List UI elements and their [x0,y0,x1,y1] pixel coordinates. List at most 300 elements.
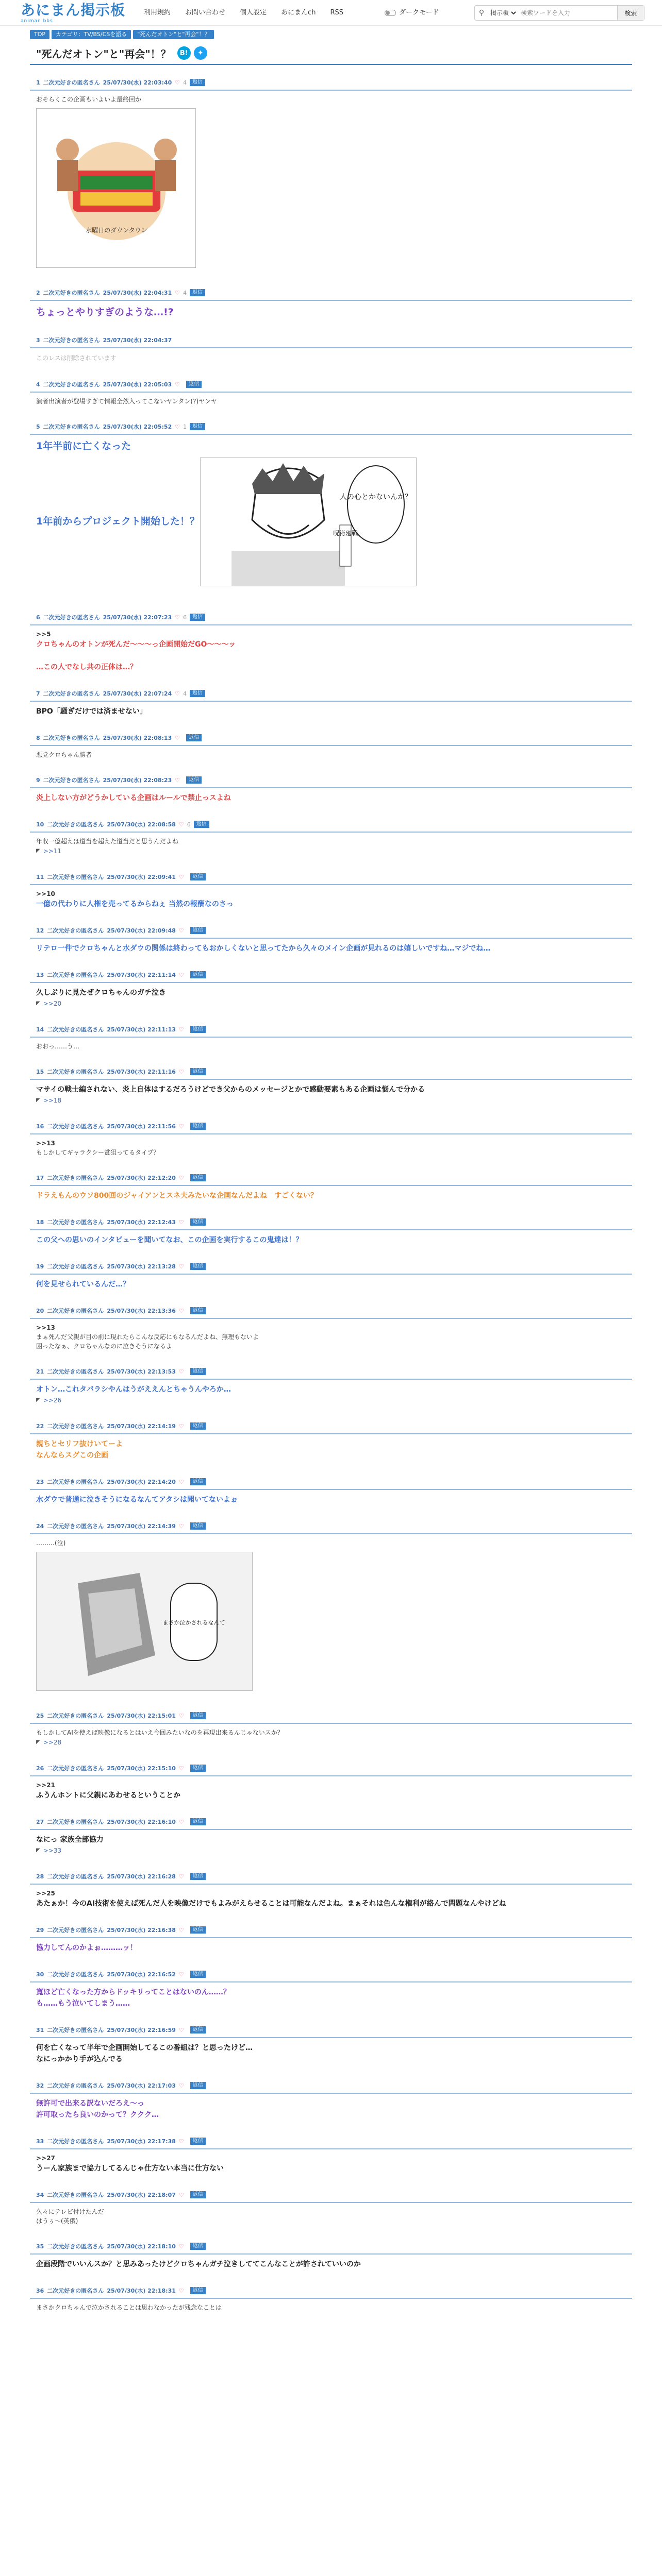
post-author: 二次元好きの匿名さん [47,1873,104,1880]
post-number[interactable]: 5 [36,423,40,430]
post-body: 企画段階でいいんスか？と思みあったけどクロちゃんガチ泣きしててこんなことが許されていいのか [36,2260,361,2268]
post-body: 演者出演者が登場すぎて情報全然入ってこないヤンタン(?)ヤンヤ [36,398,218,405]
post-author: 二次元好きの匿名さん [43,777,100,784]
post-number[interactable]: 27 [36,1818,44,1825]
post-header [36,2023,632,2037]
post-body: ふうんホントに父親にあわせるということか [36,1791,180,1800]
post-header [36,1419,632,1433]
post-divider [30,2202,632,2203]
post-item [30,333,632,377]
post-header [36,2283,632,2298]
post-date: 25/07/30(水) 22:07:23 [103,614,172,621]
reply-button[interactable]: 返信 [186,734,202,741]
post-author: 二次元好きの匿名さん [43,423,100,430]
reply-ref-text[interactable]: >>26 [43,1397,62,1404]
breadcrumb-category[interactable]: カテゴリ：TV/BS/CSを語る [52,30,131,39]
reply-button[interactable]: 返信 [190,1422,206,1430]
post-number[interactable]: 16 [36,1123,44,1130]
post-number[interactable]: 19 [36,1263,44,1270]
post-body: もしかしてギャラクシー賞狙ってるタイプ？ [36,1149,160,1156]
post-item [30,1923,632,1967]
reply-button[interactable]: 返信 [190,1765,206,1772]
post-divider [30,982,632,983]
reply-button[interactable]: 返信 [190,79,205,86]
reply-button[interactable]: 返信 [186,381,202,388]
heart-icon[interactable]: ♡ [178,2243,184,2250]
reply-button[interactable]: 返信 [190,1263,206,1270]
post-item [30,1119,632,1171]
post-header [36,686,632,701]
heart-icon[interactable]: ♡ [178,2082,184,2089]
heart-icon[interactable]: ♡ [178,873,184,880]
post-item [30,2188,632,2239]
reply-arrow-icon: ◤ [36,1001,40,1006]
post-divider [30,1318,632,1319]
heart-icon[interactable]: ♡ [178,1818,184,1825]
post-author: 二次元好きの匿名さん [47,1026,104,1033]
post-item [30,2239,632,2283]
reply-ref-link[interactable] [36,1845,632,1856]
post-divider [30,90,632,91]
reply-button[interactable]: 返信 [190,1712,206,1719]
reply-button[interactable]: 返信 [190,2287,206,2294]
heart-icon[interactable]: ♡ [178,2138,184,2145]
post-author: 二次元好きの匿名さん [43,381,100,388]
post-body: ………(泣) [36,1539,66,1547]
heart-icon[interactable]: ♡ [178,2026,184,2033]
post-header [36,1064,632,1079]
post-author: 二次元好きの匿名さん [47,874,104,880]
post-divider [30,884,632,885]
reply-button[interactable]: 返信 [190,1307,206,1314]
heart-icon[interactable]: ♡ [178,1873,184,1880]
post-header [36,2188,632,2202]
post-body: この父への思いのインタビューを聞いてなお、この企画を実行するこの鬼達は！？ [36,1236,303,1244]
post-divider [30,1274,632,1275]
post-number[interactable]: 28 [36,1873,44,1880]
post-header [36,1022,632,1037]
reply-button[interactable]: 返信 [190,1926,206,1934]
heart-icon[interactable]: ♡ [178,1765,184,1772]
reply-ref-link[interactable] [36,1395,632,1405]
toggle-switch-icon[interactable] [385,10,396,16]
post-date: 25/07/30(水) 22:12:20 [107,1175,176,1181]
heart-icon[interactable]: ♡ [175,614,180,621]
heart-icon[interactable]: ♡ [178,1307,184,1314]
post-body: 久々にテレビ付けたんだ はうぅ〜(英俄) [36,2208,104,2225]
post-anchor-link[interactable]: >>10 [36,890,55,897]
post-header [36,2078,632,2093]
post-body: 悪党クロちゃん勝者 [36,751,92,758]
manga-panel-image [201,458,417,586]
post-number[interactable]: 15 [36,1068,44,1075]
post-item [30,285,632,333]
nav-animanch[interactable]: あにまんch [281,9,316,16]
post-anchor-link[interactable]: >>13 [36,1140,55,1147]
post-date: 25/07/30(水) 22:08:58 [107,821,176,828]
breadcrumb [30,30,214,39]
post-number[interactable]: 4 [36,381,40,388]
reply-button[interactable]: 返信 [190,1971,206,1978]
like-count: 6 [183,614,187,621]
post-date: 25/07/30(水) 22:09:41 [107,874,176,880]
post-number[interactable]: 33 [36,2138,44,2145]
reply-arrow-icon: ◤ [36,1848,40,1853]
post-divider [30,832,632,833]
post-item [30,1215,632,1259]
post-number[interactable]: 6 [36,614,40,621]
post-divider [30,2093,632,2094]
variety-show-logo-image [37,109,196,268]
post-number[interactable]: 14 [36,1026,44,1033]
thread-main [30,42,632,2326]
reply-ref-text[interactable]: >>11 [43,848,62,855]
post-body: 協力してんのかよぉ………ッ！ [36,1944,137,1952]
post-divider [30,1775,632,1776]
post-number[interactable]: 13 [36,971,44,978]
post-image[interactable] [36,1552,253,1691]
post-item [30,817,632,870]
dark-mode-toggle[interactable] [385,7,439,19]
post-number[interactable]: 11 [36,873,44,880]
nav-contact[interactable]: お問い合わせ [185,9,226,16]
post-author: 二次元好きの匿名さん [47,1523,104,1530]
heart-icon[interactable]: ♡ [178,1263,184,1270]
hatena-icon[interactable]: B! [177,46,191,60]
post-header [36,1967,632,1981]
post-divider [30,1533,632,1534]
reply-button[interactable]: 返信 [190,1218,206,1226]
heart-icon[interactable]: ♡ [178,1522,184,1530]
post-body: マサイの戦士編されない、炎上自体はするだろうけどでき父からのメッセージとかで感動要素もある企画は悩んで分かる [36,1086,425,1094]
post-body: 無許可で出来る訳ないだろえ〜っ 許可取ったら良いのかって？ククク… [36,2099,159,2119]
post-number[interactable]: 18 [36,1218,44,1226]
post-item [30,1419,632,1475]
heart-icon[interactable]: ♡ [178,2191,184,2198]
post-body: 水ダウで普通に泣きそうになるなんてアタシは聞いてないよぉ [36,1496,238,1504]
nav-rss[interactable]: RSS [330,9,343,16]
heart-icon[interactable]: ♡ [175,690,180,697]
breadcrumb-thread[interactable]: "死んだオトン"と"再会"！？ [133,30,214,39]
post-body: あたぁか！今のAI技術を使えば死んだ人を映像だけでもよみがえらせることは可能なんだよね。まぁそれは色んな権利が絡んで問題なんやけどね [36,1900,506,1908]
post-author: 二次元好きの匿名さん [47,1123,104,1130]
post-number[interactable]: 31 [36,2026,44,2033]
reply-ref-text[interactable]: >>18 [43,1097,62,1104]
post-number[interactable]: 9 [36,776,40,784]
heart-icon[interactable]: ♡ [175,423,180,430]
post-header [36,333,632,347]
post-divider [30,2253,632,2255]
post-date: 25/07/30(水) 22:13:28 [107,1263,176,1270]
heart-icon[interactable]: ♡ [175,381,180,388]
post-author: 二次元好きの匿名さん [47,2027,104,2033]
post-author: 二次元好きの匿名さん [47,972,104,978]
heart-icon[interactable]: ♡ [175,79,180,86]
search-input[interactable] [518,6,617,20]
heart-icon[interactable]: ♡ [178,927,184,934]
post-date: 25/07/30(水) 22:11:16 [107,1069,176,1075]
post-number[interactable]: 23 [36,1478,44,1485]
post-header [36,1259,632,1274]
post-item [30,610,632,686]
post-author: 二次元好きの匿名さん [43,337,100,344]
post-date: 25/07/30(水) 22:12:43 [107,1219,176,1226]
reply-ref-link[interactable] [36,1737,632,1748]
post-item [30,773,632,817]
post-author: 二次元好きの匿名さん [47,1713,104,1719]
post-divider [30,745,632,746]
post-list [30,75,632,2326]
post-body: おそらくこの企画もいよいよ最終回か [36,96,142,103]
post-number[interactable]: 1 [36,79,40,86]
reply-button[interactable]: 返信 [190,1068,206,1075]
heart-icon[interactable]: ♡ [178,821,184,828]
post-image[interactable] [200,457,417,586]
site-header [0,0,662,26]
post-divider [30,1379,632,1380]
post-item [30,1064,632,1119]
reply-button[interactable]: 返信 [190,873,206,880]
reply-arrow-icon: ◤ [36,1097,40,1103]
post-item [30,75,632,285]
image-caption: 水曜日のダウンタウン [86,227,147,234]
reply-ref-text[interactable]: >>33 [43,1847,62,1854]
post-body: 親ちとセリフ抜けいてーよ なんならスグこの企画 [36,1440,123,1460]
post-divider [30,1433,632,1434]
post-item [30,731,632,773]
reply-ref-text[interactable]: >>20 [43,1000,62,1007]
breadcrumb-top[interactable]: TOP [30,30,49,39]
post-author: 二次元好きの匿名さん [47,1069,104,1075]
search-scope-select[interactable] [488,6,518,20]
post-divider [30,2298,632,2299]
post-header [36,817,632,832]
heart-icon[interactable]: ♡ [178,1478,184,1485]
post-number[interactable]: 21 [36,1368,44,1375]
post-date: 25/07/30(水) 22:17:03 [107,2082,176,2089]
post-item [30,2134,632,2188]
post-divider [30,1829,632,1830]
reply-button[interactable]: 返信 [190,971,206,978]
manga-crying-image [37,1552,253,1691]
post-body-secondary: 1年前からプロジェクト開始した！？ [36,516,200,527]
heart-icon[interactable]: ♡ [178,2287,184,2294]
site-logo[interactable] [21,2,134,25]
post-item [30,1303,632,1364]
reply-button[interactable]: 返信 [190,1478,206,1485]
post-item [30,968,632,1022]
post-anchor-link[interactable]: >>27 [36,2155,55,2162]
post-header [36,285,632,300]
post-number[interactable]: 3 [36,336,40,344]
reply-button[interactable]: 返信 [190,927,206,934]
post-item [30,1815,632,1869]
post-date: 25/07/30(水) 22:03:40 [103,79,172,86]
reply-ref-link[interactable] [36,998,632,1009]
post-author: 二次元好きの匿名さん [43,690,100,697]
post-header [36,2239,632,2253]
logo-subtitle: animan bbs [21,19,53,24]
post-author: 二次元好きの匿名さん [47,1175,104,1181]
post-date: 25/07/30(水) 22:08:23 [103,777,172,784]
heart-icon[interactable]: ♡ [178,1971,184,1978]
post-number[interactable]: 17 [36,1174,44,1181]
thread-title: "死んだオトン"と"再会"！？ [36,47,171,60]
reply-button[interactable]: 返信 [190,1522,206,1530]
post-author: 二次元好きの匿名さん [47,1765,104,1772]
post-header [36,1519,632,1533]
post-date: 25/07/30(水) 22:16:28 [107,1873,176,1880]
post-number[interactable]: 30 [36,1971,44,1978]
post-date: 25/07/30(水) 22:14:20 [107,1479,176,1485]
post-body: 寛ほど亡くなった方からドッキリってことはないのん……？ も……もう泣いてしまう…… [36,1988,230,2008]
post-header [36,419,632,434]
post-image[interactable] [36,108,196,268]
heart-icon[interactable]: ♡ [178,1422,184,1430]
post-item [30,923,632,968]
reply-button[interactable]: 返信 [190,1818,206,1825]
post-author: 二次元好きの匿名さん [47,2082,104,2089]
post-author: 二次元好きの匿名さん [47,1479,104,1485]
post-item [30,1259,632,1303]
post-header [36,1475,632,1489]
reply-ref-link[interactable] [36,1095,632,1106]
post-body: 何を亡くなって半年で企画開始してるこの番組は？と思ったけど… なにっかかり手が込んでる [36,2044,253,2063]
twitter-icon[interactable]: ✦ [194,46,207,60]
reply-button[interactable]: 返信 [190,1123,206,1130]
reply-ref-link[interactable] [36,846,632,856]
heart-icon[interactable]: ♡ [178,1068,184,1075]
post-number[interactable]: 22 [36,1422,44,1430]
post-number[interactable]: 29 [36,1926,44,1934]
post-header [36,731,632,745]
post-header [36,968,632,982]
post-number[interactable]: 32 [36,2082,44,2089]
post-number[interactable]: 24 [36,1522,44,1530]
reply-button[interactable]: 返信 [190,289,205,296]
reply-button[interactable]: 返信 [190,2191,206,2198]
post-author: 二次元好きの匿名さん [47,1971,104,1978]
reply-arrow-icon: ◤ [36,1739,40,1745]
reply-ref-text[interactable]: >>28 [43,1739,62,1746]
thread-title-bar [30,42,632,65]
heart-icon[interactable]: ♡ [175,734,180,741]
heart-icon[interactable]: ♡ [178,1218,184,1226]
post-anchor-link[interactable]: >>25 [36,1890,55,1897]
heart-icon[interactable]: ♡ [178,1368,184,1375]
post-header [36,1171,632,1185]
reply-button[interactable]: 返信 [190,1174,206,1181]
post-divider [30,434,632,435]
post-author: 二次元好きの匿名さん [47,1219,104,1226]
post-number[interactable]: 34 [36,2191,44,2198]
post-date: 25/07/30(水) 22:07:24 [103,690,172,697]
post-header [36,1364,632,1379]
post-item [30,377,632,419]
post-divider [30,1884,632,1885]
post-body: まさかクロちゃんで泣かされることは思わなかったが残念なことは [36,2304,222,2311]
nav-terms[interactable]: 利用規約 [144,9,171,16]
reply-button[interactable]: 返信 [190,2026,206,2033]
header-nav [137,7,351,19]
post-number[interactable]: 36 [36,2287,44,2294]
heart-icon[interactable]: ♡ [178,971,184,978]
reply-button[interactable]: 返信 [190,614,205,621]
post-body: 1年半前に亡くなった [36,440,131,452]
reply-button[interactable]: 返信 [190,2138,206,2145]
post-header [36,377,632,392]
post-item [30,1761,632,1815]
reply-button[interactable]: 返信 [190,423,205,430]
post-date: 25/07/30(水) 22:16:10 [107,1819,176,1825]
post-header [36,773,632,787]
post-author: 二次元好きの匿名さん [47,927,104,934]
post-body: ちょっとやりすぎのような…!? [36,307,174,318]
post-number[interactable]: 35 [36,2243,44,2250]
post-number[interactable]: 10 [36,821,44,828]
post-number[interactable]: 20 [36,1307,44,1314]
post-number[interactable]: 8 [36,734,40,741]
post-header [36,1815,632,1829]
post-number[interactable]: 2 [36,289,40,296]
post-header [36,2134,632,2148]
reply-button[interactable]: 返信 [190,2082,206,2089]
heart-icon[interactable]: ♡ [175,289,180,296]
post-number[interactable]: 12 [36,927,44,934]
post-body: 炎上しない方がどうかしている企画はルールで禁止っスよね [36,794,231,802]
reply-button[interactable]: 返信 [194,821,209,828]
nav-settings[interactable]: 個人設定 [240,9,267,16]
post-number[interactable]: 26 [36,1765,44,1772]
post-body: このレスは削除されています [36,354,117,362]
post-body: BPO「騒ぎだけでは済ませない」 [36,707,147,716]
post-item [30,1869,632,1923]
post-header [36,1303,632,1318]
post-number[interactable]: 7 [36,690,40,697]
heart-icon[interactable]: ♡ [175,776,180,784]
search-button[interactable]: 検索 [617,6,644,20]
reply-button[interactable]: 返信 [186,776,202,784]
heart-icon[interactable]: ♡ [178,1174,184,1181]
search-bar [474,5,644,21]
post-date: 25/07/30(水) 22:09:48 [107,927,176,934]
post-anchor-link[interactable]: >>21 [36,1782,55,1789]
post-number[interactable]: 25 [36,1712,44,1719]
post-divider [30,392,632,393]
post-date: 25/07/30(水) 22:17:38 [107,2138,176,2145]
like-count: 1 [183,423,187,430]
post-anchor-link[interactable]: >>13 [36,1324,55,1331]
heart-icon[interactable]: ♡ [178,1712,184,1719]
reply-button[interactable]: 返信 [190,1026,206,1033]
heart-icon[interactable]: ♡ [178,1123,184,1130]
like-count: 6 [187,821,191,828]
reply-button[interactable]: 返信 [190,690,205,697]
post-date: 25/07/30(水) 22:16:59 [107,2027,176,2033]
heart-icon[interactable]: ♡ [178,1026,184,1033]
post-divider [30,1937,632,1938]
heart-icon[interactable]: ♡ [178,1926,184,1934]
dark-mode-label: ダークモード [399,9,439,16]
reply-button[interactable]: 返信 [190,2243,206,2250]
post-body: 久しぶりに見たぜクロちゃんのガチ泣き [36,989,166,997]
reply-button[interactable]: 返信 [190,1368,206,1375]
post-anchor-link[interactable]: >>5 [36,631,51,638]
post-divider [30,1489,632,1490]
post-divider [30,1037,632,1038]
reply-button[interactable]: 返信 [190,1873,206,1880]
post-item [30,1171,632,1215]
